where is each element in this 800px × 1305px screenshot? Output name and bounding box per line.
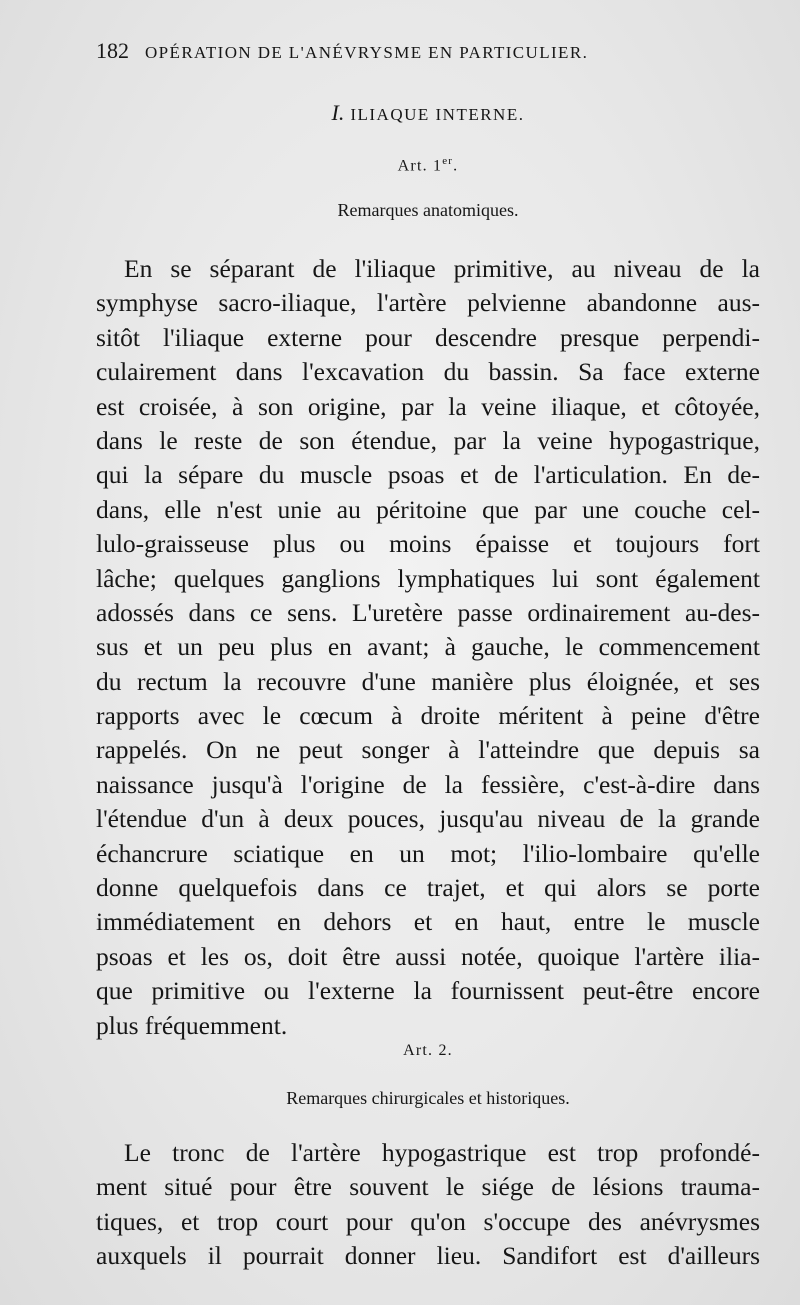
- text-line: psoas et les os, doit être aussi notée, quoique l'artère ilia-: [96, 941, 760, 971]
- text-line: culairement dans l'excavation du bassin. Sa face externe: [96, 357, 760, 387]
- article-1-heading: [96, 155, 760, 175]
- text-line: Le tronc de l'artère hypogastrique est trop profondé-: [124, 1138, 760, 1167]
- text-line: ment situé pour être souvent le siége de lésions trauma-: [96, 1172, 760, 1202]
- text-line: que primitive ou l'externe la fournissent peut-être encore: [96, 976, 760, 1006]
- text-line: adossés dans ce sens. L'uretère passe ordinairement au-des-: [96, 597, 760, 627]
- section-heading: [96, 100, 760, 126]
- article-1-superscript: er: [442, 155, 454, 167]
- paragraph-2: [96, 1136, 760, 1274]
- article-2-heading: Art. 2.: [403, 1042, 453, 1059]
- text-line: du rectum la recouvre d'une manière plus éloignée, et ses: [96, 666, 760, 696]
- section-numeral: I.: [331, 100, 345, 125]
- text-line: auxquels il pourrait donner lieu. Sandifort est d'ailleurs: [96, 1241, 760, 1271]
- text-line: donne quelquefois dans ce trajet, et qui alors se porte: [96, 873, 760, 903]
- article-1-label: Art. 1: [397, 157, 443, 175]
- text-line: tiques, et trop court pour qu'on s'occupe des anévrysmes: [96, 1206, 760, 1236]
- text-line: symphyse sacro-iliaque, l'artère pelvienne abandonne aus-: [96, 288, 760, 318]
- text-line: dans, elle n'est unie au péritoine que par une couche cel-: [96, 494, 760, 524]
- text-line: plus fréquemment.: [96, 1010, 288, 1040]
- article-1-subtitle: Remarques anatomiques.: [337, 200, 519, 220]
- text-line: rappelés. On ne peut songer à l'atteindre que depuis sa: [96, 735, 760, 765]
- text-line: qui la sépare du muscle psoas et de l'articulation. En de-: [96, 460, 760, 490]
- text-line: naissance jusqu'à l'origine de la fessière, c'est-à-dire dans: [96, 769, 760, 799]
- text-line: sitôt l'iliaque externe pour descendre presque perpendi-: [96, 322, 760, 352]
- text-line: En se séparant de l'iliaque primitive, au niveau de la: [124, 254, 760, 283]
- text-line: sus et un peu plus en avant; à gauche, le commencement: [96, 632, 760, 662]
- text-line: dans le reste de son étendue, par la veine hypogastrique,: [96, 425, 760, 455]
- running-header: [96, 38, 760, 64]
- paragraph-1: [96, 252, 760, 1043]
- text-line: échancrure sciatique en un mot; l'ilio-lombaire qu'elle: [96, 838, 760, 868]
- text-line: rapports avec le cœcum à droite méritent à peine d'être: [96, 701, 760, 731]
- text-line: lâche; quelques ganglions lymphatiques lui sont également: [96, 563, 760, 593]
- text-line: l'étendue d'un à deux pouces, jusqu'au niveau de la grande: [96, 804, 760, 834]
- article-2-subtitle: Remarques chirurgicales et historiques.: [286, 1088, 570, 1108]
- running-title: OPÉRATION DE L'ANÉVRYSME EN PARTICULIER.: [145, 43, 589, 62]
- section-title: ILIAQUE INTERNE.: [350, 105, 525, 124]
- page-number: 182: [96, 38, 129, 63]
- text-line: lulo-graisseuse plus ou moins épaisse et toujours fort: [96, 529, 760, 559]
- article-1-end: .: [453, 157, 459, 175]
- text-line: immédiatement en dehors et en haut, entre le muscle: [96, 907, 760, 937]
- text-line: est croisée, à son origine, par la veine iliaque, et côtoyée,: [96, 391, 760, 421]
